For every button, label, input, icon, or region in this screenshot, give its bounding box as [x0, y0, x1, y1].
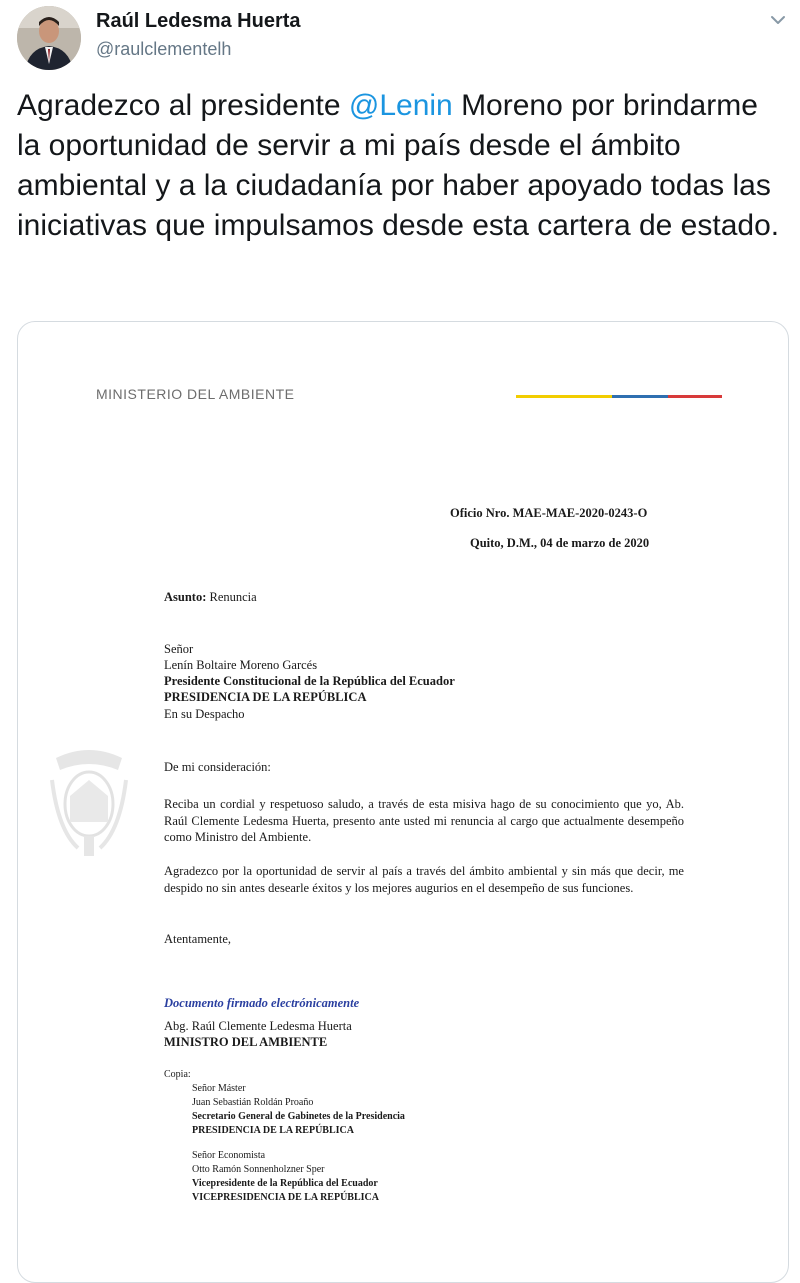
letterhead: MINISTERIO DEL AMBIENTE: [96, 386, 295, 402]
coat-of-arms-icon: [48, 740, 130, 860]
copy-2-title: Vicepresidente de la República del Ecuador: [192, 1178, 378, 1189]
copy-label: Copia:: [164, 1069, 191, 1080]
copy-2-name: Otto Ramón Sonnenholzner Sper: [192, 1164, 325, 1175]
addressee-institution: PRESIDENCIA DE LA REPÚBLICA: [164, 690, 367, 704]
tweet-text: [17, 86, 787, 246]
asunto-value: Renuncia: [206, 590, 257, 604]
tweet-text-end: Moreno por brindarme la oportunidad de servir a mi país desde el ámbito ambiental y a la ciudadanía por haber apoyado todas las iniciativas que impulsamos desde esta cartera de estado.: [17, 89, 780, 242]
paragraph-2: Agradezco por la oportunidad de servir al país a través del ámbito ambiental y sin más que decir, me despido no sin antes desearle éxitos y los mejores augurios en el desempeño de sus funciones.: [164, 864, 684, 895]
tweet-text-start: Agradezco al presidente: [17, 89, 349, 122]
signer-title: MINISTRO DEL AMBIENTE: [164, 1035, 328, 1049]
copy-2-institution: VICEPRESIDENCIA DE LA REPÚBLICA: [192, 1192, 379, 1203]
document-date: Quito, D.M., 04 de marzo de 2020: [470, 536, 650, 550]
signature-note: Documento firmado electrónicamente: [164, 996, 360, 1010]
copy-1-title: Secretario General de Gabinetes de la Presidencia: [192, 1111, 405, 1122]
copy-1-institution: PRESIDENCIA DE LA REPÚBLICA: [192, 1125, 354, 1136]
copy-1-name: Juan Sebastián Roldán Proaño: [192, 1097, 314, 1108]
asunto-label: Asunto:: [164, 590, 207, 604]
avatar[interactable]: [17, 6, 81, 70]
chevron-down-icon[interactable]: [768, 10, 788, 30]
oficio-number: Oficio Nro. MAE-MAE-2020-0243-O: [450, 506, 648, 520]
greeting: De mi consideración:: [164, 760, 271, 774]
addressee-location: En su Despacho: [164, 707, 245, 721]
signer-name: Abg. Raúl Clemente Ledesma Huerta: [164, 1019, 352, 1033]
mention-link[interactable]: @Lenin: [348, 89, 453, 122]
addressee-name: Lenín Boltaire Moreno Garcés: [164, 658, 318, 672]
author-handle[interactable]: @raulclementelh: [96, 39, 232, 59]
attached-image[interactable]: [17, 321, 789, 1283]
avatar-image: [17, 6, 81, 70]
copy-2-salutation: Señor Economista: [192, 1150, 266, 1161]
addressee-salutation: Señor: [164, 642, 194, 656]
addressee-title: Presidente Constitucional de la República del Ecuador: [164, 674, 455, 688]
closing: Atentamente,: [164, 932, 231, 946]
flag-stripe-yellow: [516, 395, 612, 398]
author-name[interactable]: Raúl Ledesma Huerta: [96, 10, 301, 32]
flag-stripe-blue: [612, 395, 668, 398]
flag-stripe-red: [668, 395, 722, 398]
asunto-line: [164, 590, 257, 605]
paragraph-1: Reciba un cordial y respetuoso saludo, a través de esta misiva hago de su conocimiento que yo, Ab. Raúl Clemente Ledesma Huerta, presento ante usted mi renuncia al cargo que actualmente desempeño como Ministro del Ambiente.: [164, 797, 684, 844]
copy-1-salutation: Señor Máster: [192, 1083, 246, 1094]
